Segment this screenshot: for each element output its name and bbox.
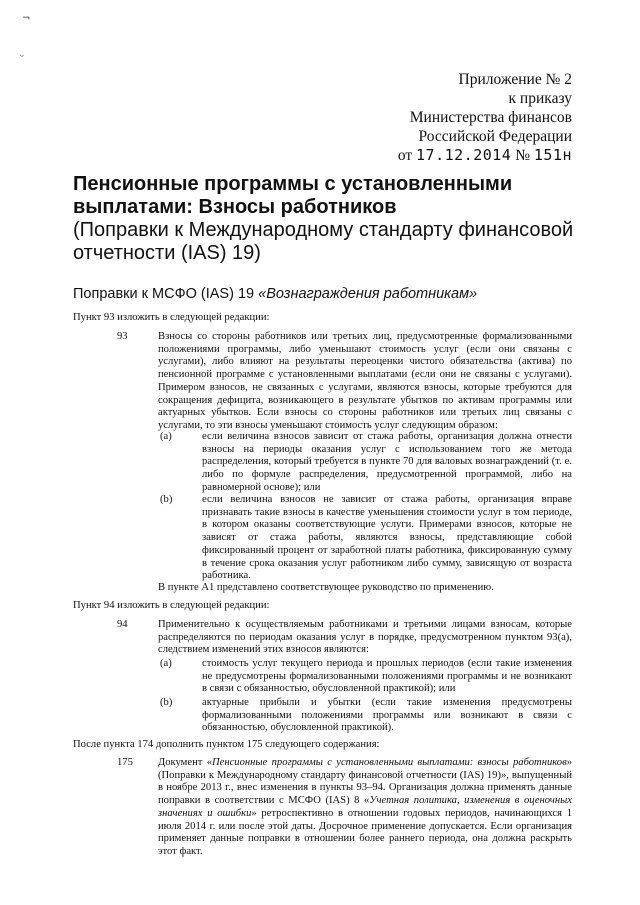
item175-number: 175 <box>117 757 133 768</box>
item175-text-part: » (Поправки к Международному стандарту финансовой отчетности (IAS) 19)», выпущенный в ноябре 2013 г., внес изменения в пункты 93–94. Организация должна применять данные поправки в соответствии с МСФО (IAS) 8 « <box>158 757 572 807</box>
item93-intro: Пункт 93 изложить в следующей редакции: <box>73 312 270 323</box>
item94-intro: Пункт 94 изложить в следующей редакции: <box>73 600 270 611</box>
appendix-line: Приложение № 2 <box>458 71 572 88</box>
item93-note: В пункте А1 представлено соответствующее руководство по применению. <box>158 582 494 593</box>
item175-text-part: Документ « <box>158 757 212 768</box>
item94-a-text: стоимость услуг текущего периода и прошлых периодов (если такие изменения не предусмотрены формализованными положениями программы и не возникают в связи с обязанностью, обусловленной практикой); или <box>202 658 572 695</box>
order-number: 151н <box>533 146 572 164</box>
appendix-block <box>398 70 572 165</box>
appendix-line: Российской Федерации <box>418 128 572 145</box>
item93-a-text: если величина взносов зависит от стажа работы, организация должна отнести взносы на периоды оказания услуг с использованием того же метода распределения, который требуется в пункте 70 для валовых вознаграждений (т. е. либо по формуле распределения, предусмотренной программой, либо на равномерной основе); или <box>202 431 572 493</box>
item175-text <box>158 757 572 859</box>
subtitle-line: отчетности (IAS) 19) <box>73 242 261 264</box>
scan-mark: ¬ <box>22 13 31 24</box>
item93-a-mark: (a) <box>160 431 172 442</box>
date-prefix: от <box>397 147 413 164</box>
item93-b-mark: (b) <box>160 494 173 505</box>
item94-text: Применительно к осуществляемым работниками и третьими лицами взносам, которые распределяются по периодам оказания услуг в порядке, предусмотренном пунктом 93(a), следствием изменений этих взносов являются: <box>158 619 572 656</box>
item93-b-text: если величина взносов не зависит от стажа работы, организация вправе признавать такие взносы в качестве уменьшения стоимости услуг в том периоде, в котором оказаны соответствующие услуги. Примерами взносов, которые не зависят от стажа работы, являются взносы, представляющие собой фиксированный процент от заработной платы работника, фиксированную сумму в течение срока оказания услуг работником либо сумму, зависящую от возраста работника. <box>202 494 572 582</box>
item93-text: Взносы со стороны работников или третьих лиц, предусмотренные формализованными положениями программы, либо уменьшают стоимость услуг (если они связаны с услугами), либо влияют на результаты переоценки чистого обязательства (актива) по пенсионной программе с установленными выплатами (если они не связаны с услугами). Примером взносов, не связанных с услугами, являются взносы, которые требуются для сокращения дефицита, возникающего в результате убытков по активам программы или актуарных убытков. Если взносы со стороны работников или третьих лиц связаны с услугами, то эти взносы уменьшают стоимость услуг следующим образом: <box>158 331 572 431</box>
item175-intro: После пункта 174 дополнить пунктом 175 следующего содержания: <box>73 739 380 750</box>
item175-text-italic: Учетная политика, изменения в оценочных значениях и ошибки <box>158 795 572 819</box>
appendix-line: к приказу <box>508 90 572 107</box>
item94-a-mark: (a) <box>160 658 172 669</box>
document-title <box>73 173 593 265</box>
scan-mark: ᵕ <box>20 52 25 63</box>
title-line: выплатами: Взносы работников <box>73 196 397 218</box>
order-date: 17.12.2014 <box>416 146 512 164</box>
item94-number: 94 <box>117 619 128 630</box>
item94-b-text: актуарные прибыли и убытки (если такие изменения предусмотрены формализованными положениями программы или возникают в связи с обязанностью, обусловленной практикой). <box>202 697 572 734</box>
appendix-date-line <box>398 146 572 165</box>
section-heading <box>73 286 477 302</box>
item175-text-italic: Пенсионные программы с установленными выплатами: взносы работников <box>212 757 567 768</box>
section-heading-italic: «Вознаграждения работникам» <box>258 286 478 302</box>
title-line: Пенсионные программы с установленными <box>73 173 513 195</box>
subtitle-line: (Поправки к Международному стандарту финансовой <box>73 219 574 241</box>
appendix-line: Министерства финансов <box>409 109 572 126</box>
number-prefix: № <box>515 147 530 164</box>
item93-number: 93 <box>117 331 128 342</box>
item175-text-part: » ретроспективно в отношении годовых периодов, начинающихся 1 июля 2014 г. или после этой даты. Досрочное применение допускается. Если организация применяет данные поправки в отношении более раннего периода, она должна раскрыть этот факт. <box>158 807 572 857</box>
item94-b-mark: (b) <box>160 697 173 708</box>
section-heading-prefix: Поправки к МСФО (IAS) 19 <box>73 286 255 302</box>
